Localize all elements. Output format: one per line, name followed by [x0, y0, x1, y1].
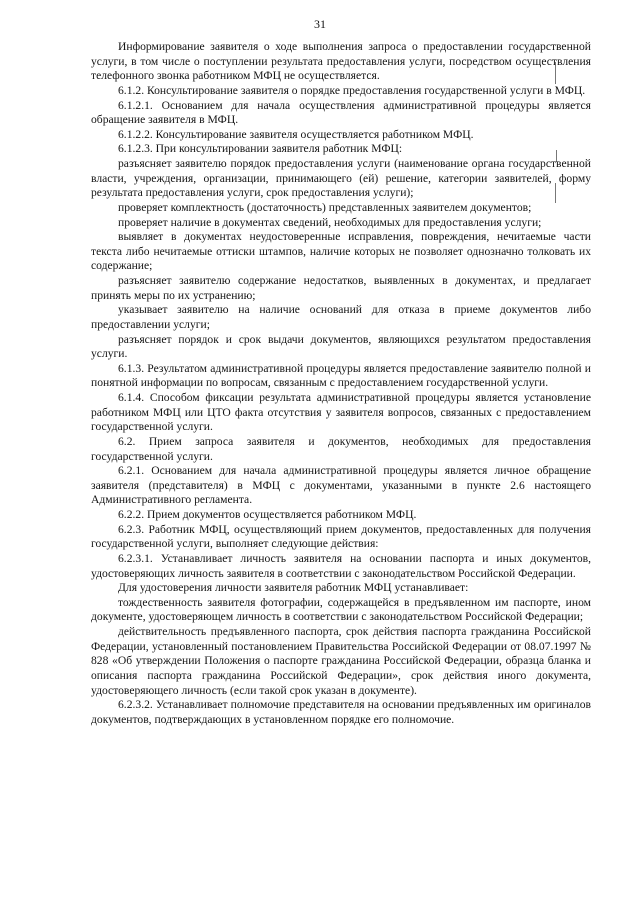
paragraph: 6.1.4. Способом фиксации результата административной процедуры является установление работником МФЦ или ЦТО факта отсутствия у заявителя вопросов, связанных с предоставлением государственной услуги. — [91, 391, 591, 434]
paragraph: 6.1.2.3. При консультировании заявителя работник МФЦ: — [118, 142, 403, 156]
paragraph: 6.2.3.2. Устанавливает полномочие представителя на основании предъявленных им оригиналов документов, подтверждающих в установленном порядке его полномочие. — [91, 698, 591, 726]
paragraph: разъясняет порядок и срок выдачи документов, являющихся результатом предоставления услуги. — [91, 332, 591, 361]
document-body — [91, 40, 591, 727]
paragraph: 6.2.3.1. Устанавливает личность заявителя на основании паспорта и иных документов, удостоверяющих личность заявителя в соответствии с законодательством Российской Федерации. — [91, 551, 591, 580]
paragraph: 6.1.3. Результатом административной процедуры является предоставление заявителю полной и понятной информации по вопросам, связанным с предоставлением государственной услуги. — [91, 361, 591, 390]
paragraph: действительность предъявленного паспорта, срок действия паспорта гражданина Российской Федерации, установленный постановлением Правительства Российской Федерации от 08.07.1997 № 828 «Об утверждении Положения о паспорте гражданина Российской Федерации, образца бланка и описания паспорта гражданина Российской Федерации», срок действия иного документа, удостоверяющего личность (если такой срок указан в документе). — [91, 625, 591, 697]
paragraph: Информирование заявителя о ходе выполнения запроса о предоставлении государственной услуги, в том числе о поступлении результата предоставления услуги, посредством осуществления телефонного звонка работником МФЦ не осуществляется. — [91, 40, 591, 83]
paragraph: указывает заявителю на наличие оснований для отказа в приеме документов либо предоставлении услуги; — [91, 303, 591, 331]
paragraph: 6.2.2. Прием документов осуществляется работником МФЦ. — [118, 508, 417, 521]
paragraph: 6.1.2. Консультирование заявителя о порядке предоставления государственной услуги в МФЦ. — [118, 83, 586, 97]
paragraph: тождественность заявителя фотографии, содержащейся в предъявленном им паспорте, ином документе, удостоверяющем личность в соответствии с законодательством Российской Федерации; — [91, 595, 591, 624]
paragraph: проверяет наличие в документах сведений, необходимых для предоставления услуги; — [118, 215, 542, 229]
paragraph: 6.2. Прием запроса заявителя и документов, необходимых для предоставления государственной услуги. — [91, 434, 591, 463]
paragraph: разъясняет заявителю порядок предоставления услуги (наименование органа государственной власти, учреждения, организации, принимающего (ей) решение, категории заявителей, форму результата предоставления услуги, срок предоставления услуги); — [91, 157, 591, 200]
paragraph: проверяет комплектность (достаточность) представленных заявителем документов; — [118, 200, 532, 214]
paragraph: выявляет в документах неудостоверенные исправления, повреждения, нечитаемые части текста либо нечитаемые оттиски штампов, наличие которых не позволяет однозначно толковать их содержание; — [91, 230, 591, 273]
paragraph: 6.1.2.1. Основанием для начала осуществления административной процедуры является обращение заявителя в МФЦ. — [91, 98, 591, 127]
paragraph: 6.2.3. Работник МФЦ, осуществляющий прием документов, предоставленных для получения государственной услуги, выполняет следующие действия: — [91, 522, 591, 551]
paragraph: разъясняет заявителю содержание недостатков, выявленных в документах, и предлагает принять меры по их устранению; — [91, 274, 591, 302]
paragraph: 6.1.2.2. Консультирование заявителя осуществляется работником МФЦ. — [118, 127, 474, 141]
paragraph: 6.2.1. Основанием для начала административной процедуры является личное обращение заявителя (представителя) в МФЦ с документами, указанными в пункте 2.6 настоящего Административного регламента. — [91, 464, 591, 507]
page-number: 31 — [314, 17, 326, 31]
paragraph: Для удостоверения личности заявителя работник МФЦ устанавливает: — [118, 581, 469, 595]
